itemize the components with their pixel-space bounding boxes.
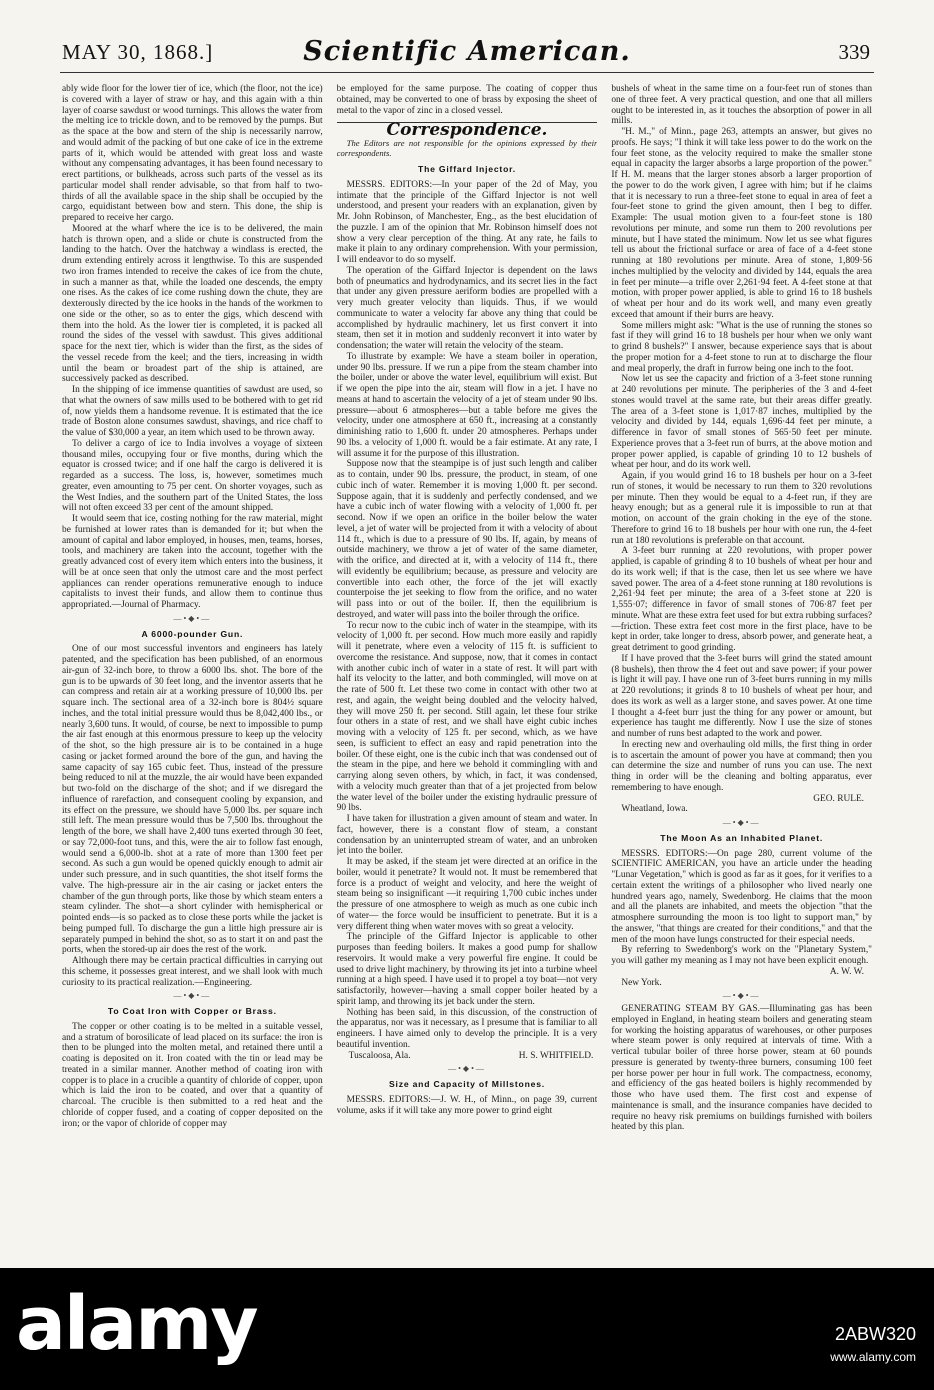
header-rule (60, 72, 874, 73)
ice-article-paragraph: ably wide floor for the lower tier of ice, which (the floor, not the ice) is covered with a layer of straw or hay, and this again with a thin layer of coarse sawdust or wood turnings. This allows the water from the melting ice to trickle down, and to be removed by the pumps. But as the space at the bow and stern of the ship is necessarily narrow, and would admit of the packing of but one cake of ice in the extreme parts of it, which would be attended with great loss and waste without any compensating advantages, it has been found necessary to erect partitions, or bulkheads, across such parts of the vessel as its particular model shall render advisable, so that from half to two-thirds of all the available space in the ship shall be occupied by the cargo, equidistant between bow and stern. This done, the ship is prepared to receive her cargo. (62, 84, 323, 223)
editors-note: The Editors are not responsible for the opinions expressed by their correspondents. (336, 138, 598, 158)
millstones-paragraph: Again, if you would grind 16 to 18 bushels per hour on a 3-feet run of stones, it would be necessary to run them to 320 revolutions per minute. Then they would be equal to a 4-feet run, if they are heavy enough; but as a general rule it is impossible to run at that motion, on account of the grain choking in the eye of the stone. Therefore to grind 16 to 18 bushels per hour with one run, the 4-feet run at 180 revolutions is preferable on that account. (611, 471, 873, 546)
image-id: 2ABW320 (834, 1324, 916, 1344)
gun-article-paragraph: One of our most successful inventors and engineers has lately patented, and the specification has been published, of an enormous air-gun of 32-inch bore, to throw a 6000 lbs. shot. The bore of the gun is to be upwards of 30 feet long, and the inventor asserts that he can compress and retain air at a working pressure of 10,000 lbs. per square inch. The sectional area of a 32-inch bore is 804½ square inches, and the total initial pressure would thus be 8,042,400 lbs., or nearly 3,600 tuns. It would, of course, be next to impossible to pump the air fast enough at this enormous pressure to keep up the velocity of the shot, so the high pressure air is to be contained in a huge casing or jacket formed around the bore of the gun, and having the same capacity of say 165 cubic feet. Thus, instead of the pressure being reduced to nil at the muzzle, the air would have been expanded but two-fold on the discharge of the shot; and if we disregard the influence of rarefaction, and consequent cooling by expansion, and its effect on the pressure, we should have 5,000 lbs. per square inch still left. The mean pressure would thus be 7,500 lbs. throughout the length of the bore, we shall have 2,400 tuns exerted through 30 feet, or say 72,000-foot tuns, and this, were the air to follow fast enough, would send a 6,000-lb. shot at a rate of more than 1300 feet per second. As such a gun would be opened quickly enough to admit air under such pressure, and in such quantities, the shot itself forms the valve. The high-pressure air in the air casing or jacket enters the chamber of the gun through ports, like those by which steam enters a steam cylinder. The shot—a short cylinder with hemispherical or pointed ends—is so packed as to close these ports while the jacket is being pumped full. To discharge the gun a little high pressure air is separately pumped in behind the shot, so as to start it on and past the ports, when the stored-up air does the rest of the work. (62, 644, 323, 956)
giffard-paragraph: The principle of the Giffard Injector is applicable to other purposes than feeding boilers. It makes a good pump for shallow reservoirs. It would make a very powerful fire engine. It could be used to drive light machinery, by throwing its jet into a turbine wheel running at a high speed. I have used it to propel a toy boat—not very satisfactorily, however—having a small copper boiler heated by a spirit lamp, and throwing its jet back under the stern. (336, 932, 598, 1007)
ice-article-paragraph: Moored at the wharf where the ice is to be delivered, the main hatch is thrown open, and a slide or chute is constructed from the landing to the hatch. Over the hatchway a windlass is erected, the drum extending entirely across it lengthwise. To this are suspended two iron frames intended to receive the cakes of ice from the chute, in such a manner as that, while the loaded one descends, the empty one rises. As the cakes of ice come rushing down the chute, they are dexterously directed by the ice hooks in the hands of the workmen to one side or the other, so as to enter the gigs, which descend with them into the hold. As the lower tier is completed, it is packed all round the sides of the vessel with sawdust. This gives additional space for the next tier, which is wider than the first, as the sides of the vessel recede from the keel; and the tiers, increasing in width until the beam or broadest part of the ship is attained, are successively packed as described. (62, 223, 323, 385)
steam-by-gas-paragraph: GENERATING STEAM BY GAS.—Illuminating gas has been employed in England, in heating steam boilers and generating steam for working the hoisting apparatus of warehouses, or other purposes where steam power is only required at intervals of time. With a vertical tubular boiler of three horse power, steam at 60 pounds pressure is generated by twenty-three burners, consuming 100 feet per horse power per hour in full work. The compactness, economy, and efficiency of the gas heated boilers is highly recommended by those who have used them. The first cost and expense of maintenance is small, and the insurance companies have decided to require no heavy risk premiums on buildings furnished with boilers heated by this plan. (611, 1004, 873, 1133)
millstones-paragraph: Some millers might ask: "What is the use of running the stones so fast if they will grind 16 to 18 bushels per hour when we only want to grind 8 bushels?" I answer, because experience says that is about the proper motion for a 4-feet stone to run at to discharge the flour and meal properly, the draft in furrow being one inch to the foot. (611, 320, 873, 374)
moon-signature: A. W. W. (829, 966, 865, 977)
giffard-heading: The Giffard Injector. (418, 164, 516, 174)
section-ornament: —•◆•— (448, 1064, 486, 1074)
issue-date: MAY 30, 1868.] (62, 40, 214, 64)
column-3 (611, 84, 872, 1254)
signature-place: Tuscaloosa, Ala. (348, 1050, 411, 1061)
coat-article-paragraph: The copper or other coating is to be melted in a suitable vessel, and a stratum of borosilicate of lead placed on its surface: the iron is then to be plunged into the molten metal, and retained there until a coating is deposited on it. Iron coated with the tin or lead may be treated in a similar manner. Another method of coating iron with copper is to place in a crucible a quantity of chloride of copper, upon which is laid the iron to be coated, and over that a quantity of charcoal. The crucible is then submitted to a red heat and the chloride of copper fused, and a coating of copper deposited on the iron; or the vapor of chloride of copper may (62, 1021, 323, 1129)
ice-article-paragraph: To deliver a cargo of ice to India involves a voyage of sixteen thousand miles, occupying four or five months, during which the equator is crossed twice; and if one half the cargo is delivered it is regarded as a success. The loss, is, however, sometimes much greater, even amounting to 75 per cent. On shorter voyages, such as the West Indies, and the southern part of the United States, the loss will not often exceed 33 per cent of the amount shipped. (62, 438, 323, 514)
stock-url: www.alamy.com (830, 1350, 916, 1364)
giffard-paragraph: Nothing has been said, in this discussion, of the construction of the apparatus, nor was it necessary, as I presume that is familiar to all engineers. I have aimed only to develop the principle. It is a very beautiful invention. (336, 1007, 598, 1050)
coat-article-heading: To Coat Iron with Copper or Brass. (107, 1006, 277, 1016)
stock-watermark-bar (0, 1268, 934, 1390)
section-ornament: —•◆•— (173, 613, 212, 623)
millstones-continuation: bushels of wheat in the same time on a four-feet run of stones than one of three feet. A very practical question, and one that all millers ought to be interested in, as it touches the absorption of power in all mills. (611, 84, 873, 127)
gun-article-heading: A 6000-pounder Gun. (141, 628, 244, 639)
millstones-paragraph: "H. M.," of Minn., page 263, attempts an answer, but gives no proofs. He says; "I think it will take less power to do the work on the four feet stone, as the velocity required to make the smaller stone equal in capacity the larger absorbs a large proportion of the power." If H. M. means that the larger stones absorb a larger proportion of the power to do the work given, I agree with him; but if he claims that it is necessary to run a three-feet stone to equal in area of feet a four-feet stone to grind the given amount, then I beg to differ. Example: The usual motion given to a four-feet stone is 180 revolutions per minute, and some run them to 200 revolutions per minute, but I have stated the minimum. Now let us see what figures tell us about the frictional surface or area of face of a 4-feet stone running at 180 revolutions per minute. Area of stone, 1,809·56 inches multiplied by the velocity and divided by 144, equals the area in feet per minute—a trifle over 2,261·94 feet. A 4-feet stone at that motion, with proper power applied, is able to grind 16 to 18 bushels of wheat per hour and do its work well, and many even greatly exceed that amount if their burrs are heavy. (611, 127, 873, 320)
article-columns (62, 84, 872, 1254)
alamy-logo: alamy (16, 1281, 257, 1367)
section-ornament: —•◆•— (722, 818, 761, 827)
millstones-paragraph: A 3-feet burr running at 220 revolutions, with proper power applied, is capable of grinding 8 to 10 bushels of wheat per hour and do its work well; if that is the case, then let us see where we have saved power. The area of a 4-feet stone running at 180 revolutions is 2,261·94 feet per minute; the area of a 3-feet stone at 220 is 1,555·07; difference in favor of small stones of 706·87 feet per minute. What are these extra feet used for but extra rubbing surfaces?—friction. These extra feet cost more in the first place, have to be kept in order, take longer to dress, absorb power, and generate heat, a great detriment to good grinding. (611, 546, 873, 653)
giffard-paragraph: Suppose now that the steampipe is of just such length and caliber as to contain, under 90 lbs. pressure, the product, in steam, of one cubic inch of water. Remember it is moving 1,000 ft. per second. Suppose again, that it is suddenly and perfectly condensed, and we have a cubic inch of water flowing with a velocity of 1,000 ft. per second. Now if we open an orifice in the boiler below the water level, a jet of water will be projected from it with a velocity of about 114 ft., which is due to a pressure of 90 lbs. If, again, by means of outside machinery, we throw a jet of water of the same diameter, with the orifice, and directed at it, with a velocity of 114 ft., there will evidently be equilibrium; because, as pressure and velocity are convertible into each other, the force of the jet will exactly counterpoise the jet seeking to flow from the orifice, and no water will pass into or out of the boiler. If, then the equilibrium is destroyed, and water will pass into the boiler through the orifice. (336, 459, 598, 620)
millstones-paragraph: In erecting new and overhauling old mills, the first thing in order is to ascertain the amount of power you have at command; then you can determine the size and number of runs you can use. The next thing in order will be the cleaning and bolting apparatus, ever remembering to have enough. (611, 739, 873, 793)
ice-article-paragraph: In the shipping of ice immense quantities of sawdust are used, so that what the owners of saw mills used to be bothered with to get rid of, now yields them a handsome revenue. It is estimated that the ice trade of Boston alone consumes sawdust, shavings, and rice chaff to the value of $30,000 a year, an item which used to be thrown away. (62, 385, 323, 438)
giffard-paragraph: The operation of the Giffard Injector is dependent on the laws both of pneumatics and hydrodynamics, and its secret lies in the fact that under any given pressure aeriform bodies are propelled with a very much greater velocity than liquids. Thus, if we would communicate to water a velocity far above any thing that could be accomplished by hydraulic machinery, let us first convert it into steam, then set it in motion and suddenly reconvert it into water by condensation; the water will retain the velocity of the steam. (336, 265, 598, 351)
giffard-paragraph: To recur now to the cubic inch of water in the steampipe, with its velocity of 1,000 ft. per second. How much more easily and rapidly will it penetrate, where even a velocity of 115 ft. is sufficient to overcome the resistance. And suppose, now, that it comes in contact with another cubic inch of water in a state of rest. It will part with half its velocity to the latter, and both commingled, will move on at the rate of 500 ft. Let these two come in contact with other two at rest, and again, the weight being doubled and the velocity halved, they will move 250 ft. per second. Still again, let these four strike four others in a state of rest, and we shall have eight cubic inches moving with a velocity of 125 ft. per second, which, as we have seen, is sufficient to effect an easy and rapid penetration into the boiler. Of these eight, one is the cubic inch that was condensed out of the steam in the pipe, and here we behold it commingling with and carrying along seven others, by which, in fact, it was condensed, with a velocity much greater than that of a jet projected from below the water level of the boiler under the existing hydraulic pressure of 90 lbs. (336, 620, 598, 814)
masthead-title: Scientific American. (303, 36, 631, 67)
giffard-paragraph: I have taken for illustration a given amount of steam and water. In fact, however, there is a constant flow of steam, a constant condensation by an uninterrupted stream of water, and an unbroken jet into the boiler. (336, 814, 598, 857)
moon-place: New York. (621, 977, 662, 988)
rule-signature: GEO. RULE. (813, 793, 865, 804)
page-header (0, 36, 934, 80)
column-2 (337, 84, 598, 1254)
correspondence-heading: Correspondence. (386, 120, 548, 141)
moon-paragraph: MESSRS. EDITORS:—On page 280, current volume of the SCIENTIFIC AMERICAN, you have an article under the heading "Lunar Vegetation," which is good as far as it goes, for it verifies to a certain extent the writings of a philosopher who lived nearly one hundred years ago, namely, Swedenborg. He claims that the moon and all the planets are inhabited, and meets the objection "that the atmosphere surrounding the moon is too light to support man," by the answer, "that things are created for their conditions," and that the men of the moon have lungs constructed for their especial needs. (611, 848, 873, 945)
signature-name: H. S. WHITFIELD. (518, 1050, 594, 1061)
section-ornament: —•◆•— (722, 991, 761, 1001)
giffard-paragraph: It may be asked, if the steam jet were directed at an orifice in the boiler, would it penetrate? It would not. It must be remembered that force is a product of weight and velocity, and here the weight of steam being so insignificant —it requiring 1,700 cubic inches under the pressure of one atmosphere to weigh as much as one cubic inch of water— the force would be insufficient to penetrate. But it is a very different thing when water moves with so great a velocity. (336, 857, 598, 932)
section-ornament: —•◆•— (173, 991, 212, 1001)
moon-heading: The Moon As an Inhabited Planet. (660, 832, 824, 843)
coat-article-continuation: be employed for the same purpose. The coating of copper thus obtained, may be converted to one of brass by exposing the sheet of metal to the vapor of zinc in a closed vessel. (336, 84, 598, 116)
giffard-paragraph: MESSRS. EDITORS:—In your paper of the 2d of May, you intimate that the principle of the Giffard Injector is not well understood, and present your readers with an explanation, given by Mr. John Robinson, of Manchester, Eng., as the best elucidation of the puzzle. I am of the opinion that Mr. Robinson himself does not show a very clear perception of the thing. At any rate, he fails to make it plain to any ordinary comprehension. With your permission, I will endeavor to do so myself. (336, 179, 598, 265)
giffard-signature (337, 1051, 598, 1062)
gun-article-paragraph: Although there may be certain practical difficulties in carrying out this scheme, it possesses great interest, and we shall look with much curiosity to its practical realization.—Engineering. (62, 956, 323, 988)
giffard-paragraph: To illustrate by example: We have a steam boiler in operation, under 90 lbs. pressure. If we run a pipe from the steam chamber into the boiler, under or above the water level, equilibrium will exist. But if we open the pipe into the air, steam will flow in a jet. I have no means at hand to ascertain the velocity of a jet of steam under 90 lbs. pressure—about 6 atmospheres—but a table before me gives the velocity, under one atmosphere at 650 ft., increasing at a constantly diminishing ratio to 1,600 ft. under 20 atmospheres. Perhaps under 90 lbs. a velocity of 1,000 ft. would be a fair estimate. At any rate, I will assume it for the purpose of this illustration. (336, 351, 598, 459)
ice-article-paragraph: It would seem that ice, costing nothing for the raw material, might be furnished at lower rates than is demanded for it; but when the amount of capital and labor employed, in houses, men, teams, horses, tools, and machinery are taken into the account, together with the greatly advanced cost of every item which enters into the business, it will be at once seen that only the utmost care and the most perfect appliances can render operations remunerative enough to induce capitalists to invest their funds, and allow them to continue thus appropriated.—Journal of Pharmacy. (62, 514, 323, 610)
millstones-paragraph: MESSRS. EDITORS:—J. W. H., of Minn., on page 39, current volume, asks if it will take any more power to grind eight (336, 1094, 598, 1116)
millstones-paragraph: Now let us see the capacity and friction of a 3-feet stone running at 240 revolutions per minute. The peripheries of the 3 and 4-feet stones would travel at the same rate, but their areas differ greatly. The area of a 3-feet stone is 1,017·87 inches, multiplied by the velocity and divided by 144, equals 1,696·44 feet per minute, a difference in favor of small stones of 565·50 feet per minute. Experience proves that a 3-feet run of burrs, at the above motion and proper power applied, is capable of grinding 10 to 12 bushels of wheat per hour, and do its work well. (611, 374, 873, 471)
millstones-paragraph: If I have proved that the 3-feet burrs will grind the stated amount (8 bushels), then throw the 4 feet out and save power; if your power is light it will pay. I have one run of 3-feet burrs running in my mills at 220 revolutions; it grinds 8 to 10 bushels of wheat per hour, and does its work as well as a larger stone, and saves power. At one time I thought a 4-feet burr just the thing for any power or amount, but experience has taught me differently. Now I use the size of stones and number of runs best adapted to the work and power. (611, 653, 873, 739)
rule-place: Wheatland, Iowa. (621, 804, 688, 815)
moon-paragraph: By referring to Swedenborg's work on the "Planetary System," you will gather my meaning as I may not have been explicit enough. (611, 945, 873, 966)
millstones-heading: Size and Capacity of Millstones. (389, 1079, 545, 1089)
page-number: 339 (838, 40, 870, 64)
column-1 (62, 84, 323, 1254)
